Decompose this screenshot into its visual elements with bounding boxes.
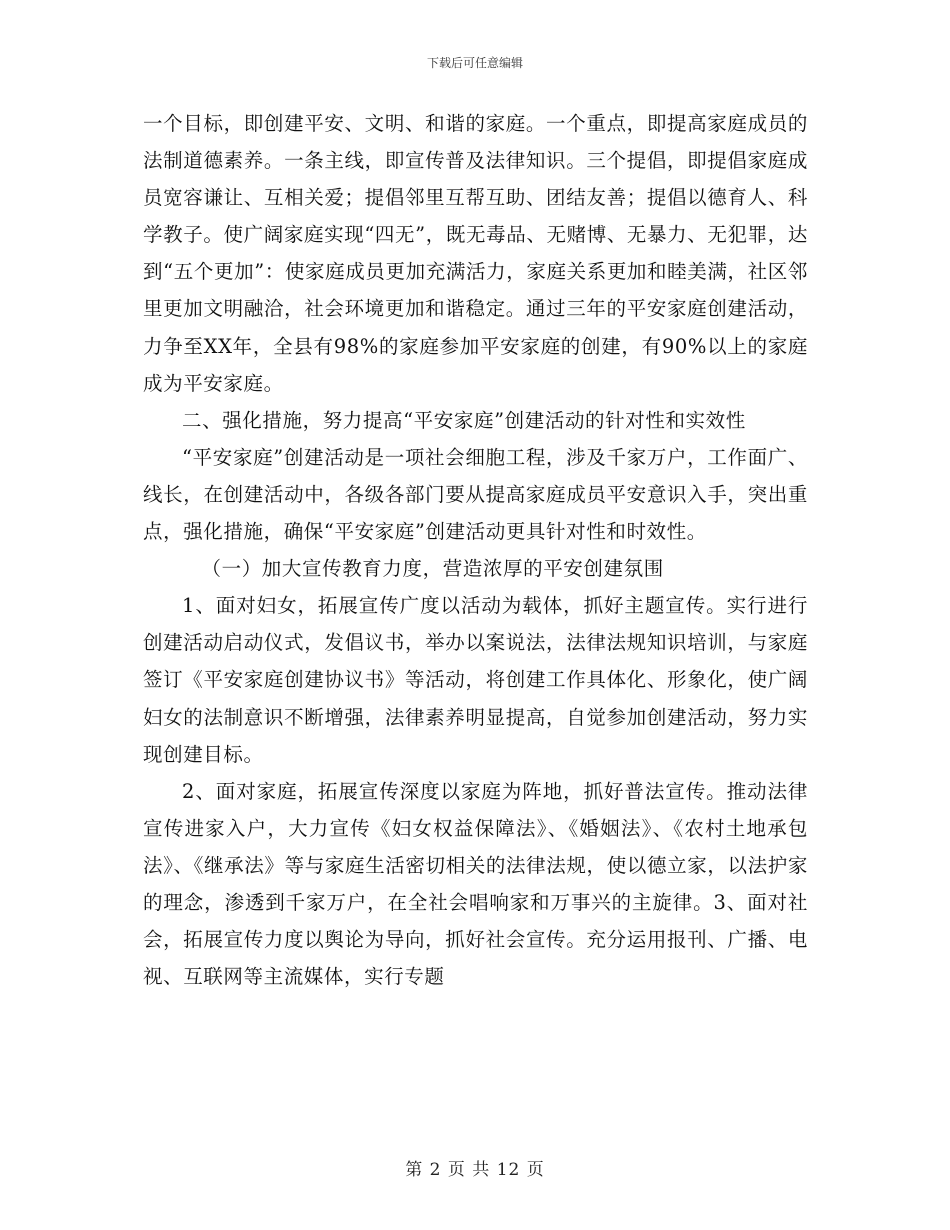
paragraph-item-2-3: 2、面对家庭，拓展宣传深度以家庭为阵地，抓好普法宣传。推动法律宣传进家入户，大力宣传《妇女权益保障法》、《婚姻法》、《农村土地承包法》、《继承法》等与家庭生活密切相关的法律法规，使以德立家，以法护家的理念，渗透到千家万户，在全社会唱响家和万事兴的主旋律。3、面对社会，拓展宣传力度以舆论为导向，抓好社会宣传。充分运用报刊、广播、电视、互联网等主流媒体，实行专题 — [143, 779, 808, 989]
section-heading-2: 二、强化措施，努力提高“平安家庭”创建活动的针对性和实效性 — [182, 408, 746, 432]
subsection-heading-1: （一）加大宣传教育力度，营造浓厚的平安创建氛围 — [201, 557, 664, 581]
page-number: 第 2 页 共 12 页 — [405, 1160, 545, 1180]
document-body — [143, 105, 808, 995]
page-header-note: 下载后可任意编辑 — [426, 56, 523, 70]
paragraph-goals: 一个目标，即创建平安、文明、和谐的家庭。一个重点，即提高家庭成员的法制道德素养。一条主线，即宣传普及法律知识。三个提倡，即提倡家庭成员宽容谦让、互相关爱；提倡邻里互帮互助、团结友善；提倡以德育人、科学教子。使广阔家庭实现“四无”，既无毒品、无赌博、无暴力、无犯罪，达到“五个更加”：使家庭成员更加充满活力，家庭关系更加和睦美满，社区邻里更加文明融洽，社会环境更加和谐稳定。通过三年的平安家庭创建活动，力争至XX年，全县有98%的家庭参加平安家庭的创建，有90%以上的家庭成为平安家庭。 — [143, 112, 808, 395]
paragraph-intro: “平安家庭”创建活动是一项社会细胞工程，涉及千家万户，工作面广、线长，在创建活动中，各级各部门要从提高家庭成员平安意识入手，突出重点，强化措施，确保“平安家庭”创建活动更具针对性和时效性。 — [143, 445, 808, 544]
paragraph-item-1: 1、面对妇女，拓展宣传广度以活动为载体，抓好主题宣传。实行进行创建活动启动仪式，发倡议书，举办以案说法，法律法规知识培训，与家庭签订《平安家庭创建协议书》等活动，将创建工作具体化、形象化，使广阔妇女的法制意识不断增强，法律素养明显提高，自觉参加创建活动，努力实现创建目标。 — [143, 594, 808, 766]
